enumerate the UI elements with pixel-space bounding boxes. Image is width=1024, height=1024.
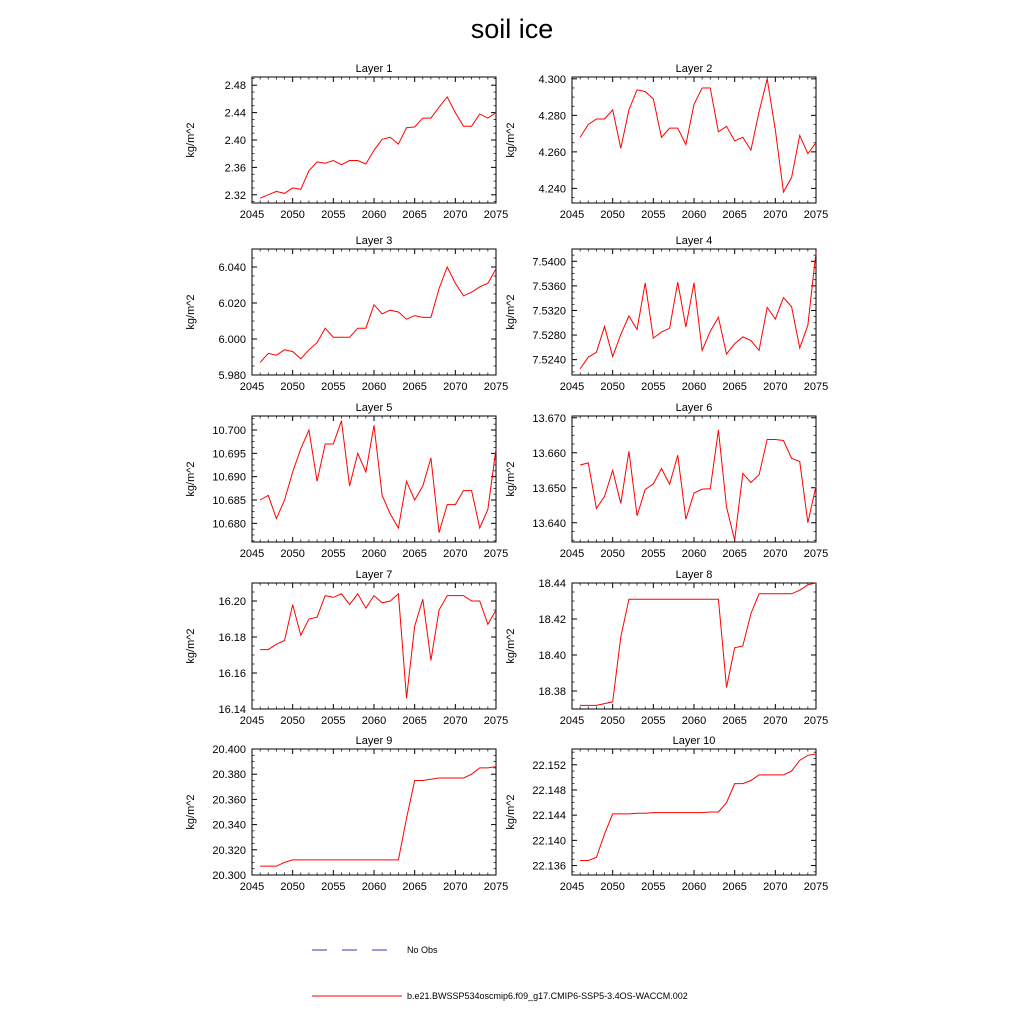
layer-5-panel xyxy=(185,402,508,560)
layer-10-ytick-label: 22.144 xyxy=(532,810,566,823)
layer-10-xtick-label: 2075 xyxy=(803,881,829,893)
layer-5-xtick-label: 2075 xyxy=(483,548,509,560)
layer-9-xtick-label: 2065 xyxy=(402,881,427,893)
layer-6-xtick-label: 2055 xyxy=(641,548,666,560)
layer-10-xtick-label: 2060 xyxy=(681,881,707,893)
layer-1-xtick-label: 2060 xyxy=(361,209,387,221)
layer-6-title: Layer 6 xyxy=(675,402,713,414)
layer-6-xtick-label: 2065 xyxy=(722,548,747,560)
layer-10-ytick-label: 22.136 xyxy=(532,860,566,873)
layer-5-title: Layer 5 xyxy=(355,402,393,414)
layer-4-xtick-label: 2050 xyxy=(600,381,625,393)
layer-4-xtick-label: 2055 xyxy=(641,381,666,393)
layer-2-panel xyxy=(505,63,828,221)
layer-8-xtick-label: 2075 xyxy=(803,715,829,727)
layer-7-frame xyxy=(252,583,496,709)
layer-4-frame xyxy=(572,249,816,375)
layer-7-ytick-label: 16.20 xyxy=(218,596,246,608)
layer-8-title: Layer 8 xyxy=(675,569,713,581)
layer-5-ytick-label: 10.685 xyxy=(212,495,246,507)
layer-4-ytick-label: 7.5360 xyxy=(532,280,566,293)
layer-10-frame xyxy=(572,749,816,875)
layer-2-xtick-label: 2060 xyxy=(681,209,707,221)
layer-2-title: Layer 2 xyxy=(675,63,713,75)
layer-3-xtick-label: 2050 xyxy=(280,381,305,393)
layer-4-ytick-label: 7.5400 xyxy=(532,256,566,269)
layer-1-ytick-label: 2.44 xyxy=(224,107,246,120)
layer-1-series-line xyxy=(260,97,496,198)
layer-1-ytick-label: 2.32 xyxy=(224,189,246,202)
layer-1-title: Layer 1 xyxy=(355,63,393,75)
layer-5-xtick-label: 2065 xyxy=(402,548,427,560)
layer-1-xtick-label: 2055 xyxy=(321,209,346,221)
layer-7-xtick-label: 2075 xyxy=(483,715,509,727)
layer-6-ytick-label: 13.670 xyxy=(532,412,566,425)
layer-10-xtick-label: 2055 xyxy=(641,881,666,893)
layer-7-ytick-label: 16.14 xyxy=(218,704,246,716)
layer-2-xtick-label: 2055 xyxy=(641,209,666,221)
layer-3-xtick-label: 2060 xyxy=(361,381,387,393)
layer-9-xtick-label: 2060 xyxy=(361,881,387,893)
layer-10-panel xyxy=(505,735,828,893)
layer-3-ylabel: kg/m^2 xyxy=(185,294,197,330)
layer-7-ytick-label: 16.16 xyxy=(218,668,246,680)
layer-2-ylabel: kg/m^2 xyxy=(505,122,517,158)
layer-3-ytick-label: 6.000 xyxy=(218,334,246,346)
layer-2-xtick-label: 2075 xyxy=(803,209,829,221)
layer-9-ylabel: kg/m^2 xyxy=(185,794,197,830)
layer-8-ytick-label: 18.38 xyxy=(538,686,566,698)
layer-8-xtick-label: 2045 xyxy=(559,715,585,727)
layer-1-panel xyxy=(185,63,508,221)
layer-6-panel xyxy=(505,402,828,560)
layer-8-ytick-label: 18.40 xyxy=(538,650,566,662)
layer-10-ytick-label: 22.148 xyxy=(532,784,566,797)
layer-2-xtick-label: 2045 xyxy=(559,209,585,221)
layer-1-xtick-label: 2075 xyxy=(483,209,509,221)
layer-8-ytick-label: 18.44 xyxy=(538,578,566,590)
layer-5-series-line xyxy=(260,421,496,533)
legend-series-label: b.e21.BWSSP534oscmip6.f09_g17.CMIP6-SSP5-3.4OS-WACCM.002 xyxy=(407,991,688,1001)
layer-9-title: Layer 9 xyxy=(355,735,393,747)
figure-title: soil ice xyxy=(470,14,554,44)
layer-1-xtick-label: 2045 xyxy=(239,209,265,221)
layer-1-xtick-label: 2070 xyxy=(443,209,468,221)
layer-4-xtick-label: 2075 xyxy=(803,381,829,393)
legend-no-obs-label: No Obs xyxy=(407,945,438,955)
layer-8-xtick-label: 2050 xyxy=(600,715,625,727)
layer-9-xtick-label: 2075 xyxy=(483,881,509,893)
layer-7-xtick-label: 2055 xyxy=(321,715,346,727)
layer-9-xtick-label: 2070 xyxy=(443,881,468,893)
layer-10-ytick-label: 22.140 xyxy=(532,835,566,848)
layer-5-ylabel: kg/m^2 xyxy=(185,461,197,497)
layer-9-xtick-label: 2045 xyxy=(239,881,265,893)
layer-2-ytick-label: 4.240 xyxy=(538,183,566,196)
layer-10-xtick-label: 2045 xyxy=(559,881,585,893)
layer-9-ytick-label: 20.300 xyxy=(212,870,246,882)
layer-2-xtick-label: 2065 xyxy=(722,209,747,221)
layer-3-xtick-label: 2045 xyxy=(239,381,265,393)
layer-1-ytick-label: 2.40 xyxy=(224,135,246,147)
layer-6-ytick-label: 13.640 xyxy=(532,517,566,530)
layer-9-ytick-label: 20.380 xyxy=(212,769,246,782)
layer-1-xtick-label: 2065 xyxy=(402,209,427,221)
layer-7-xtick-label: 2065 xyxy=(402,715,427,727)
layer-1-frame xyxy=(252,77,496,203)
layer-5-xtick-label: 2070 xyxy=(443,548,468,560)
layer-8-xtick-label: 2055 xyxy=(641,715,666,727)
layer-10-xtick-label: 2065 xyxy=(722,881,747,893)
layer-4-panel xyxy=(505,235,828,393)
layer-4-xtick-label: 2060 xyxy=(681,381,707,393)
layer-10-xtick-label: 2050 xyxy=(600,881,625,893)
layer-3-xtick-label: 2055 xyxy=(321,381,346,393)
layer-5-ytick-label: 10.690 xyxy=(212,471,246,484)
layer-7-ylabel: kg/m^2 xyxy=(185,628,197,664)
layer-4-ytick-label: 7.5280 xyxy=(532,330,566,343)
layer-6-xtick-label: 2045 xyxy=(559,548,585,560)
layer-7-xtick-label: 2045 xyxy=(239,715,265,727)
layer-10-title: Layer 10 xyxy=(672,735,716,747)
layer-4-xtick-label: 2070 xyxy=(763,381,788,393)
layer-8-series-line xyxy=(580,583,816,705)
layer-7-series-line xyxy=(260,594,496,698)
layer-8-xtick-label: 2065 xyxy=(722,715,747,727)
layer-8-xtick-label: 2070 xyxy=(763,715,788,727)
layer-4-ytick-label: 7.5240 xyxy=(532,354,566,367)
layer-1-ylabel: kg/m^2 xyxy=(185,122,197,158)
layer-9-frame xyxy=(252,749,496,875)
layer-7-xtick-label: 2050 xyxy=(280,715,305,727)
layer-6-frame xyxy=(572,416,816,542)
layer-6-series-line xyxy=(580,430,816,540)
layer-9-ytick-label: 20.320 xyxy=(212,844,246,857)
layer-5-ytick-label: 10.700 xyxy=(212,425,246,437)
layer-2-frame xyxy=(572,77,816,203)
layer-3-xtick-label: 2075 xyxy=(483,381,509,393)
layer-6-ytick-label: 13.650 xyxy=(532,482,566,495)
layer-8-ytick-label: 18.42 xyxy=(538,614,566,626)
layer-9-xtick-label: 2055 xyxy=(321,881,346,893)
layer-10-ytick-label: 22.152 xyxy=(532,759,566,772)
layer-5-xtick-label: 2045 xyxy=(239,548,265,560)
layer-5-xtick-label: 2060 xyxy=(361,548,387,560)
layer-8-frame xyxy=(572,583,816,709)
layer-7-xtick-label: 2060 xyxy=(361,715,387,727)
layer-3-xtick-label: 2065 xyxy=(402,381,427,393)
layer-8-ylabel: kg/m^2 xyxy=(505,628,517,664)
layer-5-xtick-label: 2055 xyxy=(321,548,346,560)
layer-3-ytick-label: 6.020 xyxy=(218,298,246,310)
layer-4-xtick-label: 2045 xyxy=(559,381,585,393)
layer-3-title: Layer 3 xyxy=(355,235,393,247)
layer-5-ytick-label: 10.695 xyxy=(212,448,246,461)
layer-6-ytick-label: 13.660 xyxy=(532,447,566,460)
legend xyxy=(312,945,688,1001)
layer-2-ytick-label: 4.260 xyxy=(538,146,566,159)
layer-9-ytick-label: 20.400 xyxy=(212,744,246,756)
layer-2-ytick-label: 4.280 xyxy=(538,110,566,123)
layer-9-xtick-label: 2050 xyxy=(280,881,305,893)
layer-7-title: Layer 7 xyxy=(355,569,393,581)
layer-3-ytick-label: 6.040 xyxy=(218,262,246,274)
layer-9-series-line xyxy=(260,767,496,867)
layer-6-xtick-label: 2060 xyxy=(681,548,707,560)
layer-9-ytick-label: 20.340 xyxy=(212,819,246,832)
layer-7-panel xyxy=(185,569,508,727)
layer-3-ytick-label: 5.980 xyxy=(218,370,246,382)
layer-4-ytick-label: 7.5320 xyxy=(532,305,566,318)
layer-4-series-line xyxy=(580,252,816,369)
layer-3-xtick-label: 2070 xyxy=(443,381,468,393)
chart-panels xyxy=(185,63,828,893)
layer-4-ylabel: kg/m^2 xyxy=(505,294,517,330)
layer-4-title: Layer 4 xyxy=(675,235,713,247)
layer-1-ytick-label: 2.48 xyxy=(224,80,246,93)
layer-9-ytick-label: 20.360 xyxy=(212,794,246,807)
layer-8-panel xyxy=(505,569,828,727)
layer-3-series-line xyxy=(260,267,496,362)
layer-10-xtick-label: 2070 xyxy=(763,881,788,893)
layer-5-ytick-label: 10.680 xyxy=(212,518,246,531)
layer-2-xtick-label: 2070 xyxy=(763,209,788,221)
layer-8-xtick-label: 2060 xyxy=(681,715,707,727)
layer-1-xtick-label: 2050 xyxy=(280,209,305,221)
layer-7-ytick-label: 16.18 xyxy=(218,632,246,644)
layer-5-xtick-label: 2050 xyxy=(280,548,305,560)
layer-3-panel xyxy=(185,235,508,393)
layer-2-series-line xyxy=(580,79,816,192)
layer-4-xtick-label: 2065 xyxy=(722,381,747,393)
layer-6-xtick-label: 2050 xyxy=(600,548,625,560)
layer-7-xtick-label: 2070 xyxy=(443,715,468,727)
layer-10-series-line xyxy=(580,754,816,860)
layer-2-ytick-label: 4.300 xyxy=(538,73,566,86)
layer-10-ylabel: kg/m^2 xyxy=(505,794,517,830)
layer-1-ytick-label: 2.36 xyxy=(224,162,246,175)
layer-5-frame xyxy=(252,416,496,542)
layer-6-ylabel: kg/m^2 xyxy=(505,461,517,497)
layer-2-xtick-label: 2050 xyxy=(600,209,625,221)
layer-6-xtick-label: 2070 xyxy=(763,548,788,560)
layer-3-frame xyxy=(252,249,496,375)
layer-9-panel xyxy=(185,735,508,893)
layer-6-xtick-label: 2075 xyxy=(803,548,829,560)
